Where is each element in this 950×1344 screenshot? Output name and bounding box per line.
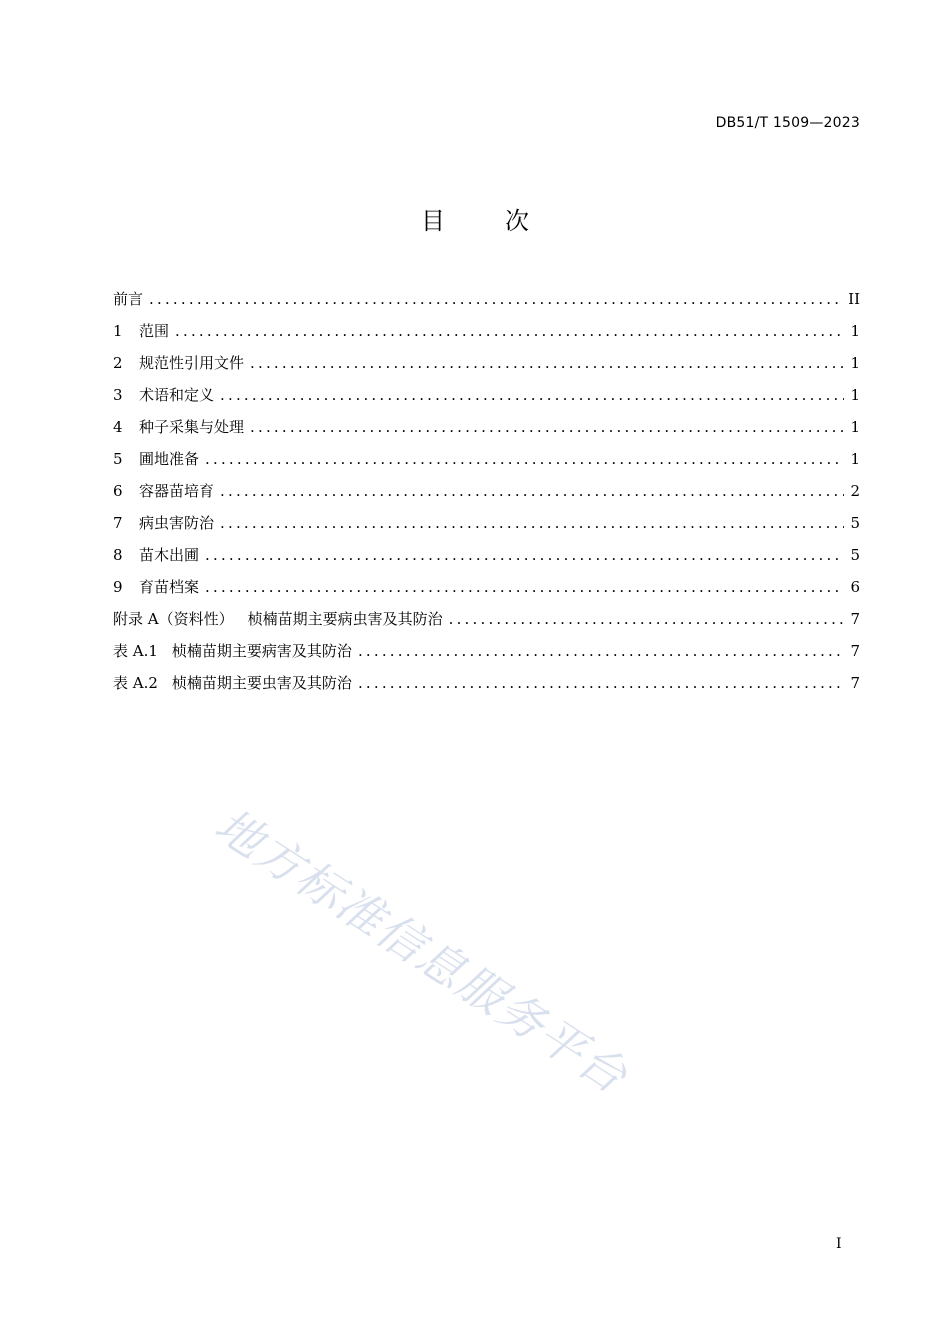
toc-entry-label: 前言 <box>113 290 144 308</box>
title-char-2: 次 <box>505 207 529 235</box>
toc-dot-leader <box>358 639 844 663</box>
toc-entry-prefix: 附录 A（资料性） <box>113 610 234 628</box>
page-number: I <box>836 1236 842 1252</box>
toc-dot-leader <box>250 351 844 375</box>
toc-entry-prefix: 表 A.1 <box>113 642 158 660</box>
toc-entry-number: 9 <box>113 578 123 596</box>
toc-entry[interactable] <box>113 511 860 543</box>
document-code: DB51/T 1509—2023 <box>715 115 860 131</box>
toc-dot-leader <box>250 415 844 439</box>
toc-entry-label: 术语和定义 <box>139 386 215 404</box>
toc-entry-page: 1 <box>850 386 860 404</box>
toc-entry[interactable] <box>113 575 860 607</box>
toc-dot-leader <box>220 479 844 503</box>
toc-entry-page: 5 <box>850 514 860 532</box>
toc-entry[interactable] <box>113 319 860 351</box>
toc-entry-label: 桢楠苗期主要虫害及其防治 <box>171 674 352 692</box>
toc-dot-leader <box>449 607 844 631</box>
toc-entry-page: 1 <box>850 450 860 468</box>
toc-dot-leader <box>149 287 842 311</box>
toc-entry-page: 2 <box>850 482 860 500</box>
toc-entry-page: 1 <box>850 418 860 436</box>
toc-entry-number: 4 <box>113 418 123 436</box>
toc-dot-leader <box>220 383 844 407</box>
toc-entry[interactable] <box>113 479 860 511</box>
toc-entry-table[interactable] <box>113 639 860 671</box>
toc-dot-leader <box>205 575 844 599</box>
toc-entry[interactable] <box>113 351 860 383</box>
toc-entry-label: 病虫害防治 <box>139 514 215 532</box>
toc-entry-page: 1 <box>850 322 860 340</box>
title-char-1: 目 <box>421 207 445 235</box>
toc-entry-number: 2 <box>113 354 123 372</box>
toc-entry-number: 5 <box>113 450 123 468</box>
toc-entry-page: 7 <box>850 674 860 692</box>
toc-entry[interactable] <box>113 287 860 319</box>
toc-entry-label: 桢楠苗期主要病害及其防治 <box>171 642 352 660</box>
toc-entry[interactable] <box>113 543 860 575</box>
watermark: 地方标准信息服务平台 <box>205 797 638 1105</box>
toc-entry[interactable] <box>113 383 860 415</box>
toc-entry-number: 8 <box>113 546 123 564</box>
toc-entry-page: 5 <box>850 546 860 564</box>
toc-entry-page: 7 <box>850 642 860 660</box>
toc-entry-label: 规范性引用文件 <box>139 354 245 372</box>
toc-entry-label: 苗木出圃 <box>139 546 200 564</box>
table-of-contents <box>113 287 860 703</box>
toc-entry-number: 6 <box>113 482 123 500</box>
toc-entry-table[interactable] <box>113 671 860 703</box>
toc-entry-number: 3 <box>113 386 123 404</box>
toc-dot-leader <box>205 447 844 471</box>
page-title <box>0 201 950 236</box>
toc-entry-number: 7 <box>113 514 123 532</box>
toc-entry[interactable] <box>113 447 860 479</box>
toc-entry-label: 范围 <box>139 322 170 340</box>
toc-entry-prefix: 表 A.2 <box>113 674 158 692</box>
toc-entry-label: 育苗档案 <box>139 578 200 596</box>
toc-entry-label: 圃地准备 <box>139 450 200 468</box>
toc-entry-page: 6 <box>850 578 860 596</box>
toc-entry-page: 1 <box>850 354 860 372</box>
toc-entry-page: II <box>848 290 860 308</box>
toc-entry-label: 桢楠苗期主要病虫害及其防治 <box>247 610 443 628</box>
toc-dot-leader <box>358 671 844 695</box>
toc-entry-label: 容器苗培育 <box>139 482 215 500</box>
toc-dot-leader <box>175 319 844 343</box>
toc-entry-label: 种子采集与处理 <box>139 418 245 436</box>
toc-dot-leader <box>205 543 844 567</box>
toc-entry[interactable] <box>113 415 860 447</box>
toc-entry-appendix[interactable] <box>113 607 860 639</box>
toc-entry-page: 7 <box>850 610 860 628</box>
toc-dot-leader <box>220 511 844 535</box>
toc-entry-number: 1 <box>113 322 123 340</box>
